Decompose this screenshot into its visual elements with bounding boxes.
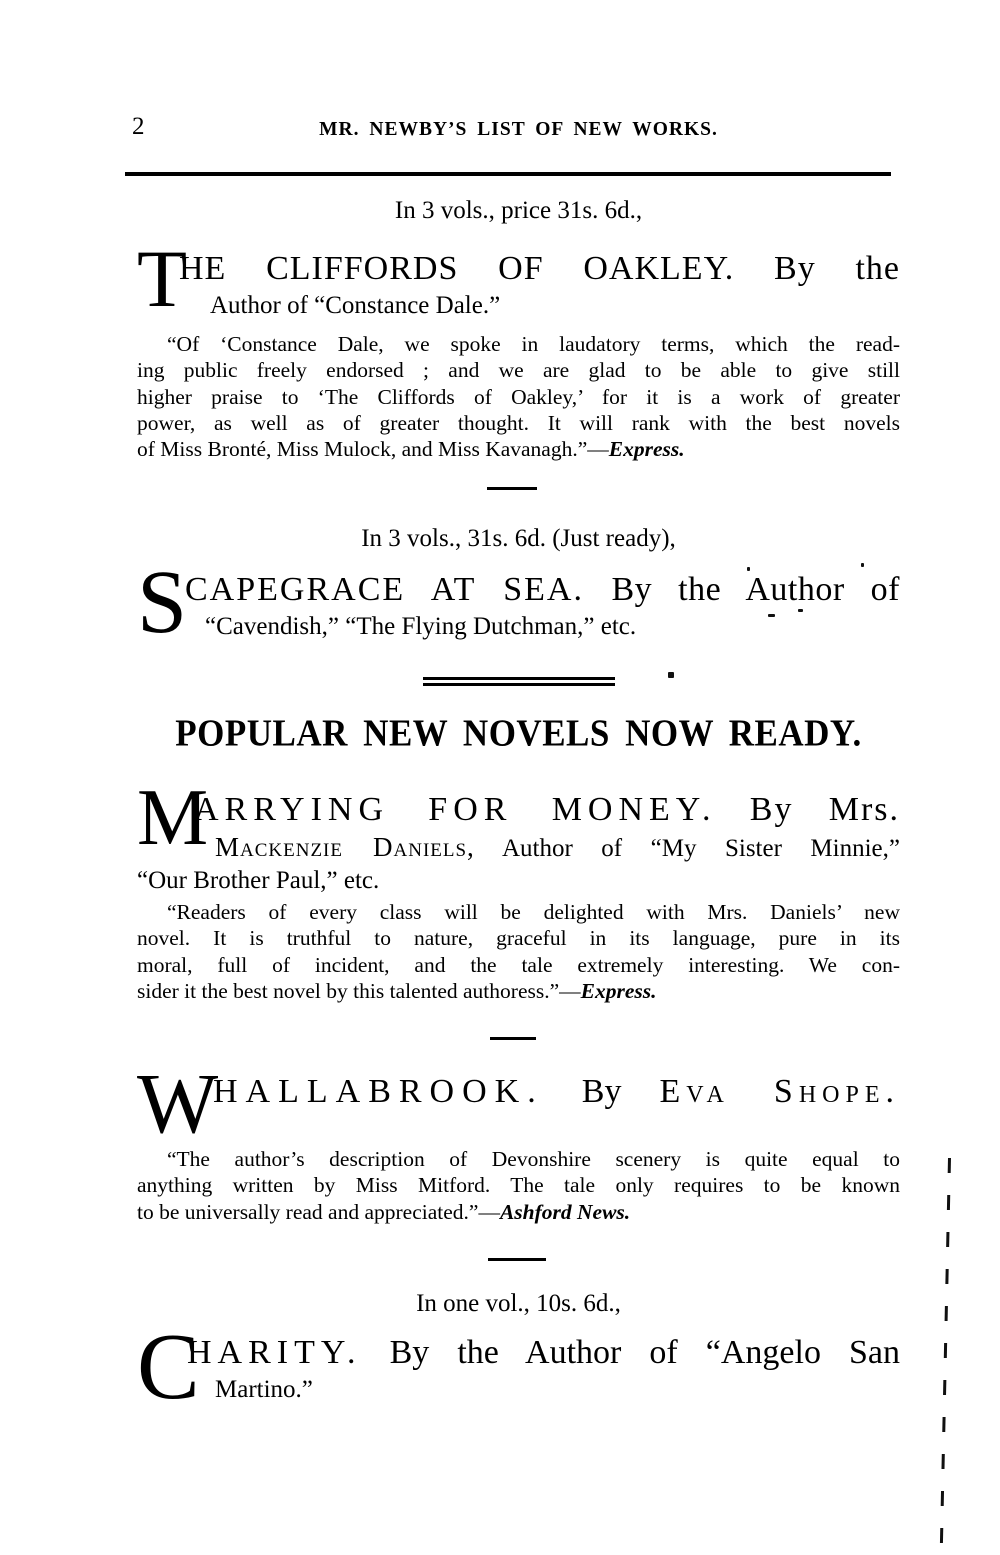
review-line: moral, full of incident, and the tale extremely interesting. We con- xyxy=(137,952,900,977)
listing-byline: By the Author of “Angelo San xyxy=(389,1334,900,1371)
listing-title-line xyxy=(137,1072,900,1112)
listing-cliffords xyxy=(137,233,901,324)
review-text: sider it the best novel by this talented authoress.”— xyxy=(137,978,581,1003)
review-source: Express. xyxy=(580,978,657,1003)
header-rule xyxy=(125,172,891,176)
listing-title: HARITY. xyxy=(187,1334,362,1371)
listing-charity xyxy=(137,1315,900,1419)
review-last-line xyxy=(137,436,900,462)
review-marrying xyxy=(137,899,900,1004)
imprint-scapegrace: In 3 vols., 31s. 6d. (Just ready), xyxy=(361,525,676,552)
author-rest: Author of “My Sister Minnie,” xyxy=(501,835,900,862)
imprint-cliffords: In 3 vols., price 31s. 6d., xyxy=(394,197,643,224)
review-line: higher praise to ‘The Cliffords of Oakley,’ for it is a work of greater xyxy=(137,384,900,409)
review-line: anything written by Miss Mitford. The tale only requires to be known xyxy=(137,1173,900,1198)
review-line: ing public freely endorsed ; and we are glad to be able to give still xyxy=(137,358,900,383)
listing-byline: By the xyxy=(774,250,901,287)
review-source: Express. xyxy=(608,437,685,462)
dropcap-initial: S xyxy=(137,553,188,652)
listing-marrying xyxy=(137,774,901,896)
review-text: of Miss Bronté, Miss Mulock, and Miss Kavanagh.”— xyxy=(137,437,609,462)
listing-subtitle: Author of “Constance Dale.” xyxy=(210,292,501,319)
listing-whallabrook xyxy=(137,1055,901,1151)
listing-byline: By the Author of xyxy=(611,571,901,608)
review-line: “Of ‘Constance Dale, we spoke in laudatory terms, which the read- xyxy=(167,332,900,356)
scan-speck xyxy=(668,672,674,678)
listing-title: HE CLIFFORDS OF OAKLEY. xyxy=(179,250,735,287)
review-last-line xyxy=(137,978,900,1004)
author-name: Eva Shope. xyxy=(659,1073,901,1110)
listing-author-line xyxy=(137,832,900,864)
listing-subtitle: “Our Brother Paul,” etc. xyxy=(137,867,380,894)
listing-title: ARRYING FOR MONEY. xyxy=(194,791,717,828)
dropcap-initial: C xyxy=(137,1315,200,1419)
by-word: By xyxy=(581,1073,622,1110)
review-whallabrook xyxy=(137,1146,900,1225)
section-divider xyxy=(488,1258,546,1261)
page-edge-artifact xyxy=(940,1158,951,1555)
review-line: “Readers of every class will be delighted with Mrs. Daniels’ new xyxy=(167,900,900,924)
double-rule-divider xyxy=(423,677,615,689)
scan-speck xyxy=(747,567,750,571)
listing-byline: By Mrs. xyxy=(749,791,901,828)
scan-speck xyxy=(768,614,775,617)
listing-title-line xyxy=(137,1333,900,1373)
section-divider xyxy=(490,1037,536,1040)
review-source: Ashford News. xyxy=(499,1199,631,1224)
section-heading: POPULAR NEW NOVELS NOW READY. xyxy=(175,712,862,755)
imprint-charity: In one vol., 10s. 6d., xyxy=(416,1290,621,1317)
listing-title: HALLABROOK. xyxy=(213,1073,544,1110)
dropcap-initial: M xyxy=(137,774,209,862)
listing-byline xyxy=(582,1073,900,1110)
scan-speck xyxy=(798,609,803,612)
listing-title-line xyxy=(137,249,900,289)
listing-scapegrace xyxy=(137,553,901,652)
page-number: 2 xyxy=(132,113,145,140)
running-header: MR. NEWBY’S LIST OF NEW WORKS. xyxy=(319,119,718,140)
review-line: “The author’s description of Devonshire scenery is quite equal to xyxy=(167,1147,900,1171)
dropcap-initial: W xyxy=(137,1055,219,1151)
section-divider xyxy=(487,487,537,490)
dropcap-initial: T xyxy=(137,233,188,324)
review-last-line xyxy=(137,1199,900,1225)
listing-title-line xyxy=(137,790,900,830)
review-text: to be universally read and appreciated.”— xyxy=(137,1199,500,1224)
author-name: Mackenzie Daniels, xyxy=(215,832,475,862)
review-line: power, as well as of greater thought. It will rank with the best novels xyxy=(137,410,900,435)
listing-title-line xyxy=(137,570,900,610)
scan-speck xyxy=(861,563,864,567)
listing-subtitle: Martino.” xyxy=(215,1376,313,1403)
listing-title: CAPEGRACE AT SEA. xyxy=(185,571,584,608)
listing-subtitle: “Cavendish,” “The Flying Dutchman,” etc. xyxy=(205,613,637,640)
review-cliffords xyxy=(137,331,900,462)
review-line: novel. It is truthful to nature, graceful in its language, pure in its xyxy=(137,926,900,951)
